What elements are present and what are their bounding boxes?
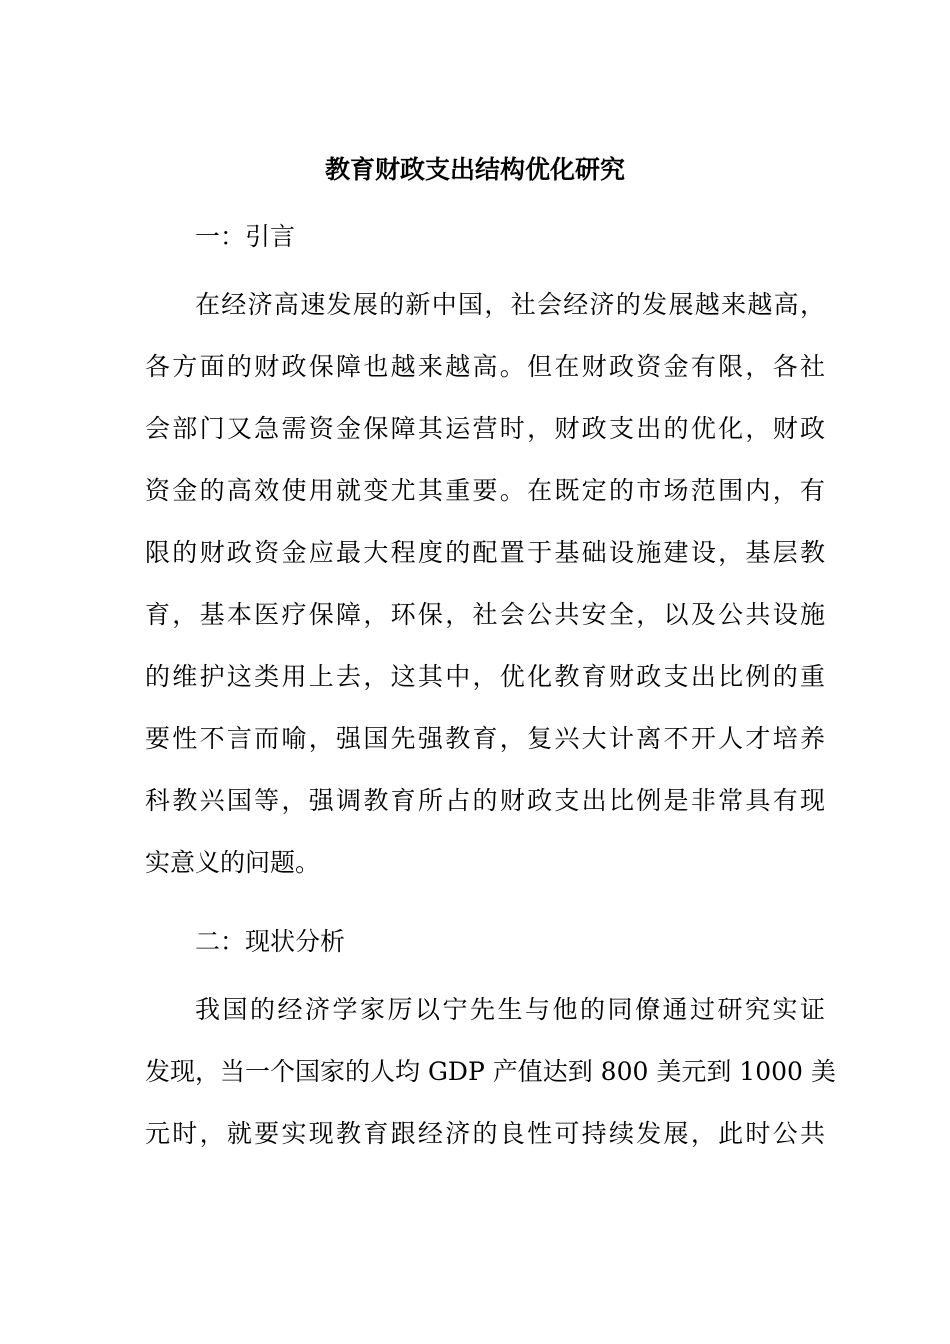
paragraph-line: 在经济高速发展的新中国，社会经济的发展越来越高， — [195, 290, 825, 319]
paragraph-line: 的维护这类用上去，这其中，优化教育财政支出比例的重 — [145, 662, 825, 691]
paragraph-line: 限的财政资金应最大程度的配置于基础设施建设，基层教 — [145, 538, 825, 567]
paragraph-line: 科教兴国等，强调教育所占的财政支出比例是非常具有现 — [145, 786, 825, 815]
paragraph-line: 我国的经济学家厉以宁先生与他的同僚通过研究实证 — [195, 995, 825, 1024]
paragraph-line: 发现，当一个国家的人均 GDP 产值达到 800 美元到 1000 美 — [145, 1057, 836, 1086]
paragraph-introduction — [145, 274, 825, 894]
section-heading-status-analysis: 二：现状分析 — [195, 927, 346, 956]
paragraph-line: 资金的高效使用就变尤其重要。在既定的市场范围内，有 — [145, 476, 825, 505]
paragraph-line: 会部门又急需资金保障其运营时，财政支出的优化，财政 — [145, 414, 825, 443]
paragraph-line: 各方面的财政保障也越来越高。但在财政资金有限，各社 — [145, 352, 825, 381]
paragraph-line: 实意义的问题。 — [145, 848, 321, 877]
paragraph-line: 育，基本医疗保障，环保，社会公共安全，以及公共设施 — [145, 600, 825, 629]
document-title: 教育财政支出结构优化研究 — [324, 155, 625, 184]
paragraph-line: 元时，就要实现教育跟经济的良性可持续发展，此时公共 — [145, 1119, 825, 1148]
section-heading-introduction: 一：引言 — [195, 222, 296, 251]
paragraph-line: 要性不言而喻，强国先强教育，复兴大计离不开人才培养 — [145, 724, 825, 753]
paragraph-status-analysis — [145, 979, 836, 1165]
